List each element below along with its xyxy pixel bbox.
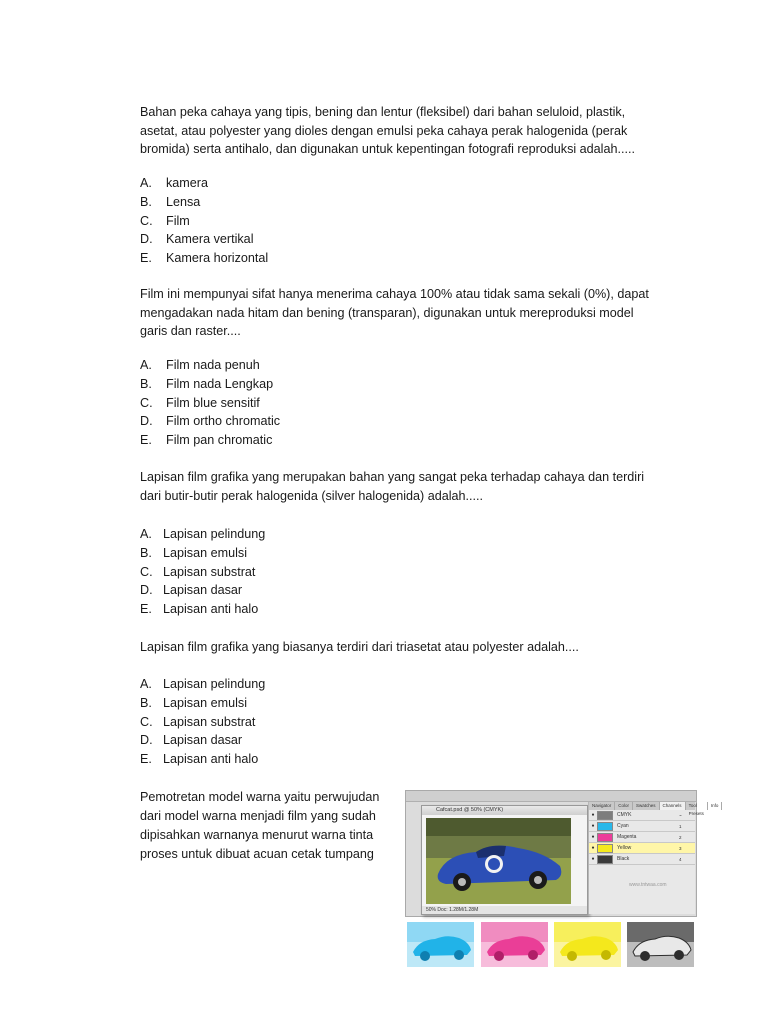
option-item (140, 750, 265, 769)
option-letter: E. (140, 251, 152, 266)
document-title: Cafcat.psd @ 50% (CMYK) (422, 806, 587, 815)
question-1 (140, 103, 660, 159)
magenta-car-icon (481, 922, 548, 967)
channel-shortcut: 1 (679, 823, 682, 829)
options-list-1 (140, 174, 268, 268)
channel-row (589, 832, 695, 843)
option-item (140, 212, 268, 231)
option-text: Film nada penuh (166, 358, 260, 372)
watermark-text: www.tntwaa.com (629, 882, 667, 888)
option-item (140, 525, 265, 544)
option-letter: D. (140, 232, 153, 247)
eye-icon: ● (591, 834, 595, 840)
channels-panel (588, 802, 719, 914)
tab-tool-presets: Tool Presets (686, 802, 708, 810)
option-letter: D. (140, 733, 153, 748)
question-5 (140, 788, 395, 864)
yellow-car-icon (554, 922, 621, 967)
options-list-4 (140, 675, 265, 769)
tab-navigator: Navigator (589, 802, 615, 810)
eye-icon: ● (591, 856, 595, 862)
option-text: Lensa (166, 194, 201, 209)
channel-name: Black (617, 856, 630, 862)
question-text: Lapisan film grafika yang biasanya terdiri dari triasetat atau polyester adalah.... (140, 640, 579, 654)
channel-thumbnail (597, 844, 613, 853)
option-text: Film pan chromatic (166, 433, 273, 448)
options-list-3 (140, 525, 265, 619)
option-letter: C. (140, 395, 153, 410)
option-item (140, 394, 280, 413)
option-letter: E. (140, 752, 152, 767)
option-letter: C. (140, 564, 153, 579)
channel-thumbnail (597, 822, 613, 831)
option-text: Lapisan substrat (163, 564, 256, 579)
channel-row (589, 821, 695, 832)
option-letter: E. (140, 433, 152, 448)
option-text: kamera (166, 176, 208, 190)
channel-thumbnail (597, 855, 613, 864)
option-item (140, 581, 265, 600)
black-car-icon (627, 922, 694, 967)
option-text: Film nada Lengkap (166, 376, 274, 391)
option-text: Lapisan anti halo (163, 602, 259, 617)
option-text: Lapisan substrat (163, 714, 256, 729)
option-letter: C. (140, 714, 153, 729)
eye-icon: ● (591, 812, 595, 818)
option-text: Lapisan pelindung (163, 527, 266, 541)
photoshop-window-image (405, 790, 719, 917)
option-item (140, 694, 265, 713)
tab-info: Info (708, 802, 723, 810)
toolbar-strip (406, 791, 696, 802)
channel-thumbnail (597, 811, 613, 820)
channel-shortcut: 4 (679, 856, 682, 862)
option-item (140, 412, 280, 431)
channel-shortcut: ~ (679, 812, 682, 818)
option-letter: B. (140, 545, 152, 560)
cyan-car-icon (407, 922, 474, 967)
option-text: Film (166, 213, 190, 228)
tab-color: Color (615, 802, 633, 810)
option-item (140, 193, 268, 212)
option-item (140, 600, 265, 619)
option-text: Lapisan dasar (163, 733, 243, 748)
cyan-separation-image (407, 922, 474, 967)
channel-row (589, 810, 695, 821)
question-text: Lapisan film grafika yang merupakan bahan yang sangat peka terhadap cahaya dan terdiri dari butir-butir perak halogenida (silver halogenida) adalah..... (140, 470, 645, 503)
eye-icon: ● (591, 823, 595, 829)
option-letter: D. (140, 583, 153, 598)
black-separation-image (627, 922, 694, 967)
channel-shortcut: 2 (679, 834, 682, 840)
channel-name: Yellow (617, 845, 632, 851)
option-item (140, 174, 268, 193)
yellow-separation-image (554, 922, 621, 967)
option-letter: D. (140, 414, 153, 429)
option-letter: A. (140, 527, 152, 541)
question-text: Pemotretan model warna yaitu perwujudan dari model warna menjadi film yang sudah dipisahkan warnanya menurut warna tinta proses untuk dibuat acuan cetak tumpang (140, 790, 380, 861)
magenta-separation-image (481, 922, 548, 967)
eye-icon: ● (591, 845, 595, 851)
channel-name: Magenta (617, 834, 637, 840)
option-text: Kamera horizontal (166, 251, 269, 266)
option-letter: A. (140, 677, 152, 691)
option-item (140, 544, 265, 563)
options-list-2 (140, 356, 280, 450)
option-item (140, 230, 268, 249)
option-text: Lapisan emulsi (163, 545, 248, 560)
option-item (140, 249, 268, 268)
option-item (140, 431, 280, 450)
option-text: Lapisan anti halo (163, 752, 259, 767)
status-bar: 50% Doc: 1.28M/1.28M (422, 906, 587, 914)
channel-name: Cyan (617, 823, 629, 829)
option-item (140, 375, 280, 394)
option-text: Kamera vertikal (166, 232, 254, 247)
channel-row (589, 843, 695, 854)
question-2 (140, 285, 660, 341)
question-4 (140, 638, 660, 657)
channel-thumbnail (597, 833, 613, 842)
option-letter: B. (140, 376, 152, 391)
option-text: Film blue sensitif (166, 395, 260, 410)
option-item (140, 356, 280, 375)
tab-channels: Channels (660, 802, 686, 810)
color-separation-figure (405, 790, 719, 970)
option-text: Lapisan emulsi (163, 695, 248, 710)
option-item (140, 563, 265, 582)
option-text: Lapisan pelindung (163, 677, 266, 691)
option-letter: E. (140, 602, 152, 617)
document-window (421, 805, 588, 915)
option-letter: B. (140, 194, 152, 209)
question-text: Film ini mempunyai sifat hanya menerima cahaya 100% atau tidak sama sekali (0%), dapat mengadakan nada hitam dan bening (transparan), digunakan untuk mereproduksi model garis dan raster.... (140, 287, 649, 338)
option-text: Lapisan dasar (163, 583, 243, 598)
race-car-photo (426, 818, 571, 904)
option-letter: C. (140, 213, 153, 228)
option-letter: B. (140, 695, 152, 710)
option-letter: A. (140, 176, 152, 190)
question-3 (140, 468, 660, 505)
question-text: Bahan peka cahaya yang tipis, bening dan lentur (fleksibel) dari bahan seluloid, plastik, asetat, atau polyester yang dioles dengan emulsi peka cahaya perak halogenida (perak bromida) serta antihalo, dan digunakan untuk kepentingan fotografi reproduksi adalah..... (140, 105, 635, 156)
channel-shortcut: 3 (679, 845, 682, 851)
option-item (140, 731, 265, 750)
channel-row (589, 854, 695, 865)
option-letter: A. (140, 358, 152, 372)
channel-name: CMYK (617, 812, 632, 818)
option-item (140, 713, 265, 732)
option-item (140, 675, 265, 694)
tab-swatches: Swatches (633, 802, 660, 810)
option-text: Film ortho chromatic (166, 414, 281, 429)
